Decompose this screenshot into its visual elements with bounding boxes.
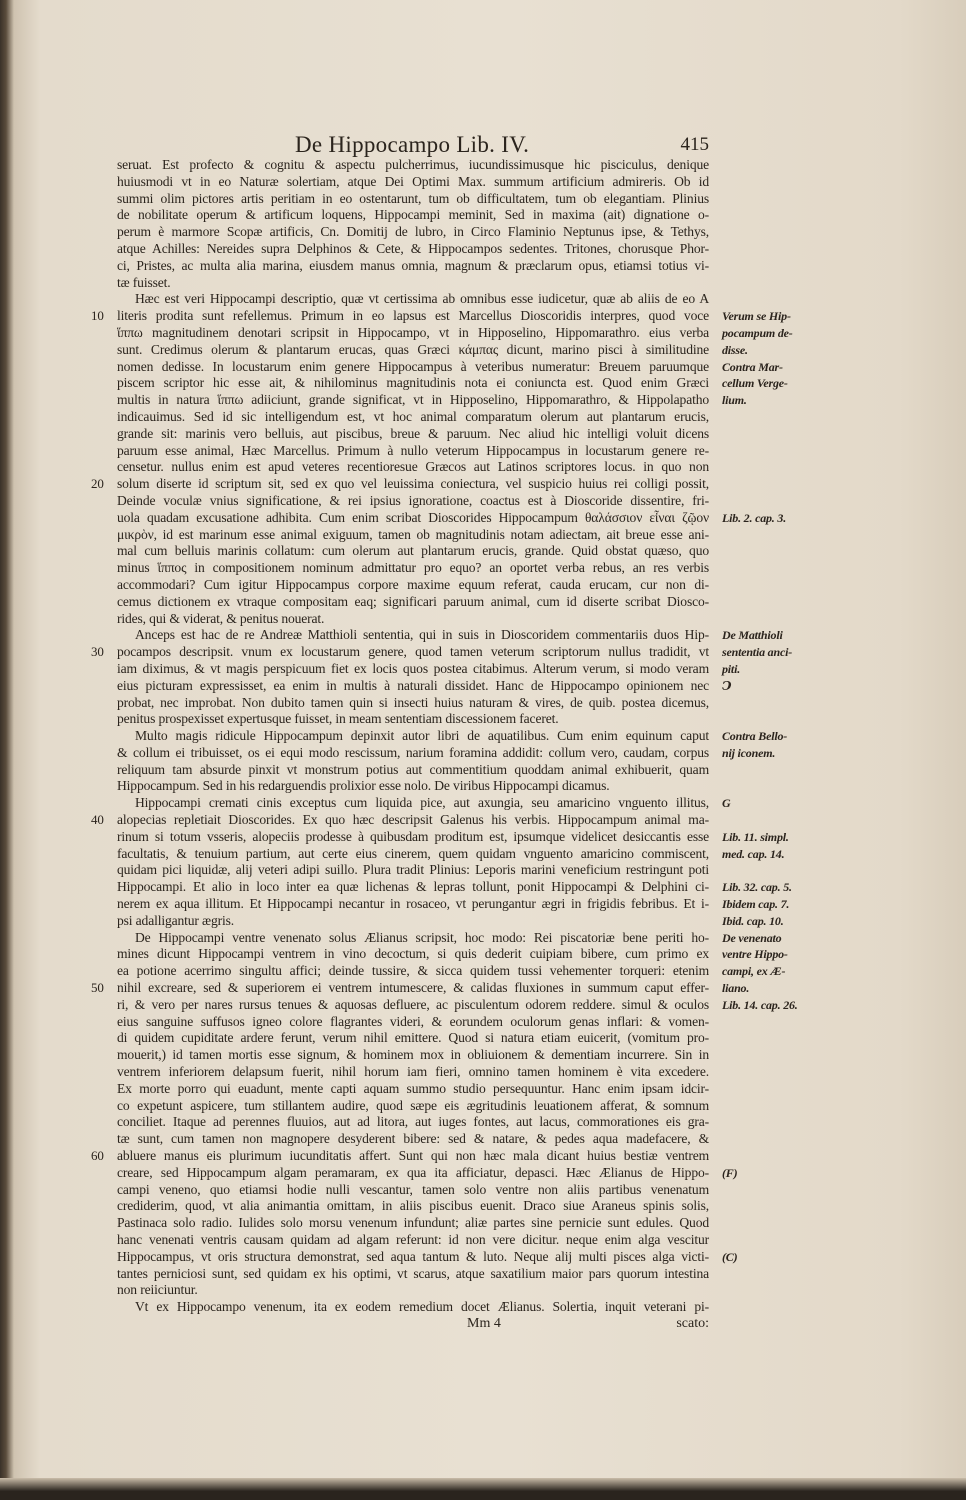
line-text: facultatis, & tenuium partium, aut certe eius cinerem, quem quidam vnguento amaricino commiscent, bbox=[117, 845, 709, 861]
line-text: Hæc est veri Hippocampi descriptio, quæ vt certissima ab omnibus esse iudicetur, quæ ab aliis de eo A bbox=[135, 291, 709, 307]
marginal-note: med. cap. 14. bbox=[722, 846, 785, 861]
text-line bbox=[91, 308, 791, 325]
text-line bbox=[117, 1282, 709, 1299]
line-text: Hippocampi cremati cinis exceptus cum liquida pice, aut axungia, seu amaricino vnguento illitus, bbox=[135, 795, 709, 811]
text-line bbox=[117, 1198, 709, 1215]
line-text: abluere manus eis plurimum iucunditatis affert. Sunt qui non hæc mala dicant huius bestiæ ventrem bbox=[117, 1148, 709, 1164]
text-line bbox=[117, 341, 748, 359]
line-text: nihil excreare, sed & superiorem ei ventrem intumescere, & calidas fluxiones in summum caput effer- bbox=[117, 980, 709, 996]
marginal-note: (C) bbox=[722, 1249, 738, 1264]
line-text: quidam pici liquidæ, alij veteri adipi suillo. Plura tradit Plinius: Leporis marini veneficium restringunt poti bbox=[117, 862, 709, 878]
text-line bbox=[117, 1047, 709, 1064]
marginal-note: Lib. 11. simpl. bbox=[722, 829, 789, 844]
line-text: ri, & vero per nares rursus tenues & aquosas defluere, ac pisculentum odorem reddere. simul & oculos bbox=[117, 996, 709, 1012]
text-line bbox=[117, 828, 789, 846]
text-line bbox=[117, 778, 709, 795]
line-text: grande sit: marinis vero belluis, aut piscibus, breue & paruum. Nec aliud hic intelligi voluit dicens bbox=[117, 425, 709, 441]
marginal-note: Lib. 32. cap. 5. bbox=[722, 880, 792, 895]
line-text: di quidem cupiditate ardere ferunt, verum nihil emittere. Quod si natura etiam euicerit, (vomitum pro- bbox=[117, 1030, 709, 1046]
line-text: conciliet. Itaque ad perennes fluuios, aut ad litora, aut iuges fontes, aut lacus, commorationes eis gra- bbox=[117, 1114, 709, 1130]
text-line bbox=[117, 1182, 709, 1199]
text-line bbox=[117, 627, 783, 644]
marginal-note: De venenato bbox=[722, 930, 782, 945]
text-line bbox=[117, 207, 709, 224]
line-number: 10 bbox=[91, 308, 104, 324]
line-text: Deinde voculæ vnius significatione, & rei ipsius ignoratione, coactus est à Dioscoride dissentire, fri- bbox=[117, 492, 709, 508]
marginal-note: Lib. 14. cap. 26. bbox=[722, 997, 798, 1012]
text-line bbox=[117, 845, 785, 863]
text-line bbox=[117, 560, 709, 577]
text-line bbox=[117, 611, 709, 628]
text-line bbox=[117, 677, 732, 695]
text-line bbox=[117, 1064, 709, 1081]
text-line bbox=[117, 660, 741, 678]
text-line bbox=[117, 711, 709, 728]
text-line bbox=[117, 744, 776, 762]
line-text: Pastinaca solo radio. Iulides solo morsu venenum infundunt; aliæ partes sine pernicie sunt edules. Quod bbox=[117, 1215, 709, 1231]
line-text: literis prodita sunt refellemus. Primum in eo lapsus est Marcellus Dioscoridis interpres, quod voce bbox=[117, 308, 709, 324]
catchword: scato: bbox=[676, 1316, 709, 1331]
page-footer bbox=[117, 1316, 709, 1334]
text-line bbox=[117, 795, 731, 812]
line-text: alopecias repletiait Dioscorides. Ex quo hæc descripsit Galenus his verbis. Hippocampum animal ma- bbox=[117, 812, 709, 828]
marginal-note: Ↄ bbox=[722, 678, 732, 693]
line-text: crediderim, quod, vt alia animantia omittam, in aliis piscibus euenit. Draco siue Araneus spinis solis, bbox=[117, 1198, 709, 1214]
text-line bbox=[117, 1014, 709, 1031]
line-number: 60 bbox=[91, 1148, 104, 1164]
text-line bbox=[91, 476, 709, 493]
text-line bbox=[117, 509, 786, 527]
line-text: ci, Pristes, ac multa alia marina, eiusdem manus omnia, magnum & præclarum opus, etiamsi totius vi- bbox=[117, 257, 709, 273]
text-line bbox=[117, 896, 790, 913]
text-line bbox=[117, 929, 782, 947]
line-text: cemus dictionem ex vtraque compositam eaq; significari paruum animal, cum id diserte scribat Diosco- bbox=[117, 593, 709, 609]
line-text: tantes perniciosi sunt, sed quidam ex his optimi, vt scarus, atque saxatilium maior pars quorum intestina bbox=[117, 1265, 709, 1281]
marginal-note: G bbox=[722, 796, 731, 811]
text-line bbox=[117, 191, 709, 208]
marginal-note: pocampum de- bbox=[722, 325, 793, 340]
line-text: rinum si totum vsseris, alopeciis prodesse à quibusdam proditum est, ipsumque videlicet desiccantis esse bbox=[117, 828, 709, 844]
line-text: Hippocampus, vt oris structura demonstrat, sed aqua tantum & luto. Neque alij multi pisces alga victi- bbox=[117, 1248, 709, 1264]
line-text: creare, sed Hippocampum algam peramaram, ex qua ita afficiatur, depasci. Hæc Ælianus de Hippo- bbox=[117, 1164, 709, 1180]
line-text: μικρὸν, id est marinum esse animal exiguum, tamen ob magnitudinis notam adiectam, ait breue esse ani- bbox=[117, 526, 709, 542]
text-line bbox=[117, 527, 709, 544]
text-line bbox=[91, 980, 750, 997]
line-text: solum diserte id scriptum sit, sed ex quo vel leuissima coniectura, vel suspicio huius rei colligi possit, bbox=[117, 476, 709, 492]
text-line bbox=[117, 157, 709, 174]
line-text: seruat. Est profecto & cognitu & aspectu pulcherrimus, iucundissimusque hic pisciculus, denique bbox=[117, 157, 709, 172]
line-text: nerem ex aqua illitum. Et Hippocampi necantur in rosaceo, vt perungantur ægri in frigidis febribus. Et i- bbox=[117, 896, 709, 912]
line-text: Hippocampum. Sed in his redarguendis prolixior esse nolo. De viribus Hippocampi dicamus. bbox=[117, 778, 610, 794]
line-text: sunt. Credimus olerum & plantarum erucas, quas Græci κάμπας dicunt, marino pisci à similitudine bbox=[117, 341, 709, 357]
line-text: censetur. nullus enim est apud veteres recentioresue Græcos aut Latinos scriptores locus. in quo non bbox=[117, 459, 709, 475]
line-text: pocampos descripsit. vnum ex locustarum genere, quod tamen veterum scriptorum nullus tradidit, vt bbox=[117, 644, 709, 660]
marginal-note: sententia anci- bbox=[722, 645, 793, 660]
text-line bbox=[117, 1114, 709, 1131]
line-text: indicauimus. Sed id sic intelligendum est, vt hoc animal comparatum olerum aut plantarum erucis, bbox=[117, 408, 709, 424]
text-line bbox=[117, 879, 792, 896]
text-line bbox=[117, 1232, 709, 1249]
text-line bbox=[117, 543, 709, 560]
text-line bbox=[117, 762, 709, 779]
line-text: ἵππω magnitudinem denotari scripsit in Hippocampo, vt in Hipposelino, Hippomarathro. eius verba bbox=[117, 324, 709, 340]
text-line bbox=[117, 728, 788, 745]
text-line bbox=[117, 1215, 709, 1232]
text-line bbox=[117, 1030, 709, 1047]
text-line bbox=[117, 426, 709, 443]
line-text: nomen dedisse. In locustarum enim genere Hippocampus à veteribus numeratur: Breuem paruumque bbox=[117, 358, 709, 374]
line-text: atque Achilles: Nereides supra Delphinos & Cete, & Hippocampos sedentes. Tritones, chorusque Phor- bbox=[117, 240, 709, 256]
marginal-note: Lib. 2. cap. 3. bbox=[722, 510, 786, 525]
text-line bbox=[117, 1299, 709, 1316]
line-text: De Hippocampi ventre venenato solus Ælianus scripsit, hoc modo: Rei piscatoriæ bene periti ho- bbox=[135, 929, 709, 945]
line-text: rides, qui & viderat, & penitus nouerat. bbox=[117, 610, 325, 626]
text-line bbox=[117, 459, 709, 476]
marginal-note: Contra Bello- bbox=[722, 729, 788, 744]
line-text: campi veneno, quo etiamsi hodie nulli vescantur, tamen solo ventre non aliis partibus venenatum bbox=[117, 1181, 709, 1197]
text-line bbox=[117, 275, 709, 292]
text-line bbox=[117, 1131, 709, 1148]
line-text: eius picturam expressisset, ea enim in multis à naturali dissidet. Hanc de Hippocampo opinionem nec bbox=[117, 677, 709, 693]
line-text: iam diximus, & vt magis perspicuum fiet ex locis quos postea citabimus. Alterum verum, si modo veram bbox=[117, 660, 709, 676]
line-text: ea potione acerrimo singultu affici; deinde tussire, & sicca quidem tussi vehementer torqueri: etenim bbox=[117, 963, 709, 979]
line-text: & collum ei tribuisset, os ei equi modo rescissum, narium foramina addidit: collum vero, caudam, corpus bbox=[117, 744, 709, 760]
text-line bbox=[117, 1081, 709, 1098]
marginal-note: lium. bbox=[722, 393, 747, 408]
text-line bbox=[117, 443, 709, 460]
line-text: reliquum tam absurde pinxit vt monstrum potius aut commentitium quoddam animal exhibuerit, quam bbox=[117, 761, 709, 777]
text-line bbox=[117, 594, 709, 611]
marginal-note: Ibidem cap. 7. bbox=[722, 897, 790, 912]
text-line bbox=[117, 996, 798, 1014]
line-text: non reiiciuntur. bbox=[117, 1282, 198, 1298]
line-text: summi olim pictores artis peritiam in eo ostentarunt, tum ob difficultatem, tum ob elegantiam. Plinius bbox=[117, 190, 709, 206]
text-line bbox=[117, 963, 786, 980]
line-text: eius sanguine suffusos igneo colore flagrantes videri, & eorundem oculorum genas inflari: & vomen- bbox=[117, 1013, 709, 1029]
text-line bbox=[117, 392, 747, 409]
text-line bbox=[117, 1098, 709, 1115]
marginal-note: nij iconem. bbox=[722, 745, 776, 760]
page-number: 415 bbox=[680, 134, 709, 155]
line-text: perum è marmore Scopæ artificis, Cn. Domitij de lubro, in Circo Flaminio Neptunus ipse, & Tethys, bbox=[117, 224, 709, 240]
line-text: Multo magis ridicule Hippocampum depinxit autor libri de aquatilibus. Cum enim equinum caput bbox=[135, 728, 709, 744]
line-text: Vt ex Hippocampo venenum, ita ex eodem remedium docet Ælianus. Solertia, inquit veterani pi- bbox=[135, 1299, 709, 1315]
line-text: piscem scriptor hic esse ait, & nihilominus magnitudinis nota ei coniuncta est. Quod enim Græci bbox=[117, 375, 709, 391]
line-text: uola quadam excusatione adhibita. Cum enim scribat Dioscorides Hippocampum θαλάσσιον εἶναι ζῷον bbox=[117, 509, 709, 525]
text-line bbox=[117, 862, 709, 879]
line-text: penitus prospexisset expertusque fuisset, in meam sententiam discessionem faceret. bbox=[117, 711, 559, 727]
marginal-note: Contra Mar- bbox=[722, 359, 783, 374]
text-line bbox=[91, 644, 793, 661]
marginal-note: (F) bbox=[722, 1165, 738, 1180]
line-text: multis in natura ἵππω adiiciunt, grande significat, vt in Hipposelino, Hippomarathro, & Hippolapatho bbox=[117, 392, 709, 408]
text-line bbox=[117, 291, 709, 308]
line-text: accommodari? Cum igitur Hippocampus corpore maxime equum referat, cauda erucam, cur non di- bbox=[117, 576, 709, 592]
text-line bbox=[117, 358, 783, 376]
marginal-note: Ibid. cap. 10. bbox=[722, 913, 784, 928]
text-line bbox=[117, 409, 709, 426]
text-line bbox=[117, 1266, 709, 1283]
line-number: 40 bbox=[91, 812, 104, 828]
text-line bbox=[117, 912, 784, 930]
line-number: 20 bbox=[91, 476, 104, 492]
text-line bbox=[117, 174, 709, 191]
line-text: de nobilitate operum & artificum loquens, Hippocampi meminit, Sed in maxima (ait) dignatione o- bbox=[117, 207, 709, 223]
line-number: 30 bbox=[91, 644, 104, 660]
line-text: mal cum belluis marinis collatum: cum olerum aut plantarum erucis, grande. Quid obstat quæso, quo bbox=[117, 543, 709, 559]
text-line bbox=[91, 1148, 709, 1165]
marginal-note: Verum se Hip- bbox=[722, 309, 791, 324]
body-text bbox=[91, 157, 798, 1316]
page-bottom-edge bbox=[0, 1478, 966, 1500]
line-text: paruum esse animal, Hæc Marcellus. Primum à nullo veterum Hippocampus in locustarum genere re- bbox=[117, 442, 709, 458]
line-text: co expetunt aspicere, tum stillantem audire, quod sæpe eis ægritudinis leuationem afferat, & somnum bbox=[117, 1097, 709, 1113]
line-text: tæ sunt, cum tamen non magnopere desyderent bibere: sed & natare, & pedes aqua madefacere, & bbox=[117, 1131, 709, 1147]
text-line bbox=[117, 258, 709, 275]
text-line bbox=[117, 241, 709, 258]
marginal-note: campi, ex Æ- bbox=[722, 964, 786, 979]
line-text: tæ fuisset. bbox=[117, 274, 171, 290]
text-line bbox=[117, 1248, 738, 1266]
text-line bbox=[117, 493, 709, 510]
text-line bbox=[91, 812, 709, 829]
marginal-note: liano. bbox=[722, 981, 750, 996]
line-text: mines dicunt Hippocampi ventrem in vino decoctum, si quis dederit cuipiam bibere, cum primo ex bbox=[117, 946, 709, 962]
text-line bbox=[117, 224, 709, 241]
text-line bbox=[117, 946, 788, 963]
line-text: hanc venenati ventris causam quidam ad algam referunt: id non vere dicitur. neque enim alga vescitur bbox=[117, 1232, 709, 1247]
text-line bbox=[117, 324, 793, 342]
running-head bbox=[117, 132, 709, 156]
marginal-note: ventre Hippo- bbox=[722, 947, 788, 962]
line-text: mouerit,) id tamen mortis esse signum, & hominem mox in obliuionem & dementiam incurrere. Sin in bbox=[117, 1047, 709, 1063]
running-title: De Hippocampo Lib. IV. bbox=[295, 132, 530, 157]
marginal-note: disse. bbox=[722, 342, 748, 357]
line-number: 50 bbox=[91, 980, 104, 996]
line-text: probat, nec improbat. Non dubito tamen quin si insecti huius naturam & vires, de quib. postea dicemus, bbox=[117, 694, 709, 710]
line-text: ventrem inferiorem delapsum fuerit, nihil horum iam fieri, omnino tamen hominem è vita excedere. bbox=[117, 1064, 709, 1080]
marginal-note: cellum Verge- bbox=[722, 376, 788, 391]
text-line bbox=[117, 577, 709, 594]
marginal-note: piti. bbox=[722, 661, 741, 676]
marginal-note: De Matthioli bbox=[722, 628, 783, 643]
line-text: Hippocampi. Et alio in loco inter ea quæ lichenas & lepras tollunt, ponit Hippocampi & Delphini ci- bbox=[117, 879, 709, 895]
line-text: psi adalligantur ægris. bbox=[117, 912, 234, 928]
line-text: minus ἵππος in compositionem nominum admittatur pro equo? an oportet verba rebus, an res verbis bbox=[117, 560, 709, 576]
signature-mark: Mm 4 bbox=[467, 1316, 501, 1331]
text-line bbox=[117, 375, 788, 392]
line-text: Anceps est hac de re Andreæ Matthioli sententia, qui in suis in Dioscoridem commentariis duos Hip- bbox=[135, 627, 709, 643]
text-line bbox=[117, 1164, 738, 1182]
text-line bbox=[117, 695, 709, 712]
line-text: Ex morte porro qui euadunt, mente capti aquam summo studio persequuntur. Hanc enim ipsam idcir- bbox=[117, 1080, 709, 1096]
line-text: huiusmodi vt in eo Naturæ solertiam, atque Dei Optimi Max. summum artificium admireris. Ob id bbox=[117, 173, 709, 189]
